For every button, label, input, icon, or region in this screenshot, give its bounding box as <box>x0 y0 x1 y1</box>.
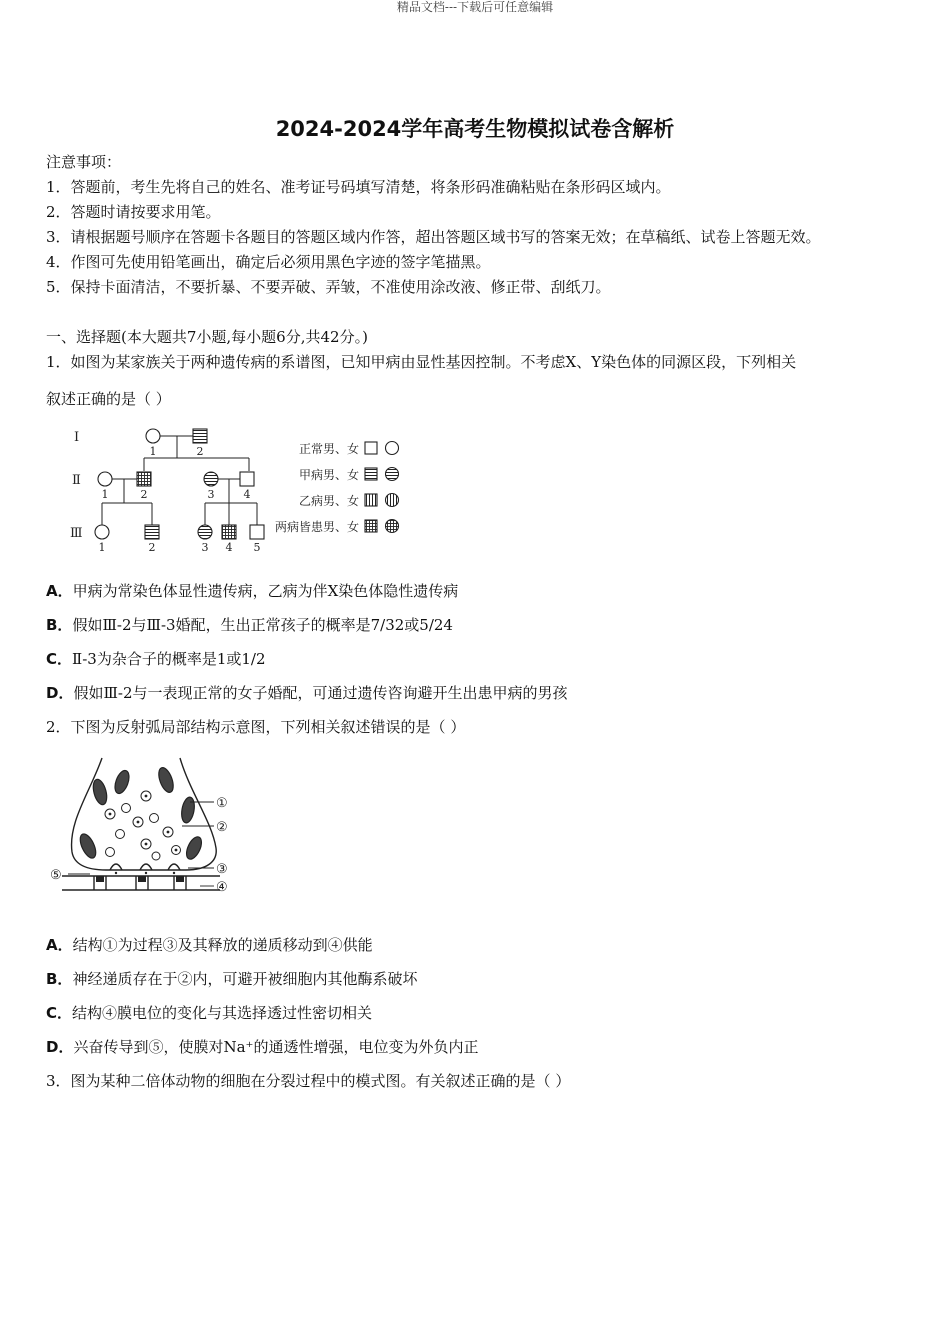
mitochondrion-5 <box>77 832 99 861</box>
pedigree-III3-female <box>198 525 212 539</box>
legend-both-male <box>365 520 377 532</box>
vesicle <box>122 804 131 813</box>
pedigree-III1-female <box>95 525 109 539</box>
gen-label-II: Ⅱ <box>72 473 81 488</box>
pedigree-II4-male <box>240 472 254 486</box>
synapse-diagram <box>50 752 240 900</box>
pedigree-III4-male <box>222 525 236 539</box>
q1-stem-line2: 叙述正确的是（ ） <box>46 390 171 408</box>
vesicle <box>150 814 159 823</box>
id-II1: 1 <box>101 488 109 501</box>
mitochondrion-4 <box>180 796 196 824</box>
q1-option-b: B．假如Ⅲ-2与Ⅲ-3婚配，生出正常孩子的概率是7/32或5/24 <box>46 616 453 634</box>
id-III5: 5 <box>253 541 261 554</box>
legend-disease-b: 乙病男、女 <box>298 494 359 508</box>
receptor-2 <box>138 876 146 882</box>
id-III3: 3 <box>201 541 209 554</box>
mitochondrion-3 <box>156 766 176 795</box>
label-1: ① <box>216 796 228 811</box>
label-2: ② <box>216 820 228 835</box>
mitochondrion-2 <box>112 769 131 796</box>
receptor-3 <box>176 876 184 882</box>
q2-option-a: A．结构①为过程③及其释放的递质移动到④供能 <box>46 936 373 954</box>
legend-normal: 正常男、女 <box>298 442 359 456</box>
notice-item-1: 1．答题前，考生先将自己的姓名、准考证号码填写清楚，将条形码准确粘贴在条形码区域内。 <box>46 178 671 196</box>
q2-option-b: B．神经递质存在于②内，可避开被细胞内其他酶系破坏 <box>46 970 418 988</box>
id-II3: 3 <box>207 488 215 501</box>
notice-item-3: 3．请根据题号顺序在答题卡各题目的答题区域内作答，超出答题区域书写的答案无效；在草稿纸、试卷上答题无效。 <box>46 228 821 246</box>
q1-stem-line1: 1．如图为某家族关于两种遗传病的系谱图，已知甲病由显性基因控制。不考虑X、Y染色体的同源区段，下列相关 <box>46 353 797 371</box>
legend-both-female <box>386 520 399 533</box>
pedigree-I1-female <box>146 429 160 443</box>
pedigree-chart <box>62 420 412 560</box>
q3-stem: 3．图为某种二倍体动物的细胞在分裂过程中的模式图。有关叙述正确的是（ ） <box>46 1072 571 1090</box>
gen-label-I: Ⅰ <box>74 430 80 445</box>
legend-b-male <box>365 494 377 506</box>
gen-label-III: Ⅲ <box>70 526 83 541</box>
notice-item-5: 5．保持卡面清洁，不要折暴、不要弄破、弄皱，不准使用涂改液、修正带、刮纸刀。 <box>46 278 611 296</box>
mitochondrion-1 <box>91 778 109 806</box>
pedigree-II1-female <box>98 472 112 486</box>
legend-a-male <box>365 468 377 480</box>
vesicle <box>116 830 125 839</box>
q2-stem: 2．下图为反射弧局部结构示意图，下列相关叙述错误的是（ ） <box>46 718 466 736</box>
notice-item-2: 2．答题时请按要求用笔。 <box>46 203 221 221</box>
q2-option-d: D．兴奋传导到⑤，使膜对Na⁺的通透性增强，电位变为外负内正 <box>46 1038 479 1056</box>
mitochondrion-6 <box>183 835 204 862</box>
label-3: ③ <box>216 862 228 877</box>
id-I2: 2 <box>196 445 204 458</box>
legend-normal-male <box>365 442 377 454</box>
pedigree-II2-male <box>137 472 151 486</box>
q1-option-c: C．Ⅱ-3为杂合子的概率是1或1/2 <box>46 650 266 668</box>
legend-normal-female <box>386 442 399 455</box>
legend-both: 两病皆患男、女 <box>274 520 359 534</box>
vesicle <box>106 848 115 857</box>
id-III2: 2 <box>148 541 156 554</box>
id-I1: 1 <box>149 445 157 458</box>
legend-disease-a: 甲病男、女 <box>298 468 359 482</box>
page-header: 精品文档---下载后可任意编辑 <box>396 0 554 14</box>
label-5: ⑤ <box>50 868 62 883</box>
pedigree-III2-male <box>145 525 159 539</box>
id-II2: 2 <box>140 488 148 501</box>
notice-item-4: 4．作图可先使用铅笔画出，确定后必须用黑色字迹的签字笔描黑。 <box>46 253 491 271</box>
vesicle <box>152 852 160 860</box>
legend-b-female <box>386 494 399 507</box>
id-III4: 4 <box>225 541 233 554</box>
id-II4: 4 <box>243 488 251 501</box>
id-III1: 1 <box>98 541 106 554</box>
q2-option-c: C．结构④膜电位的变化与其选择透过性密切相关 <box>46 1004 373 1022</box>
label-4: ④ <box>216 880 228 895</box>
q1-option-a: A．甲病为常染色体显性遗传病，乙病为伴X染色体隐性遗传病 <box>46 582 459 600</box>
pedigree-I2-male <box>193 429 207 443</box>
pedigree-III5-male <box>250 525 264 539</box>
q1-option-d: D．假如Ⅲ-2与一表现正常的女子婚配，可通过遗传咨询避开生出患甲病的男孩 <box>46 684 568 702</box>
notice-heading: 注意事项： <box>46 153 122 171</box>
section-heading: 一、选择题(本大题共7小题,每小题6分,共42分。) <box>46 328 368 346</box>
document-title: 2024-2024学年高考生物模拟试卷含解析 <box>275 117 675 141</box>
pedigree-II3-female <box>204 472 218 486</box>
receptor-1 <box>96 876 104 882</box>
legend-a-female <box>386 468 399 481</box>
